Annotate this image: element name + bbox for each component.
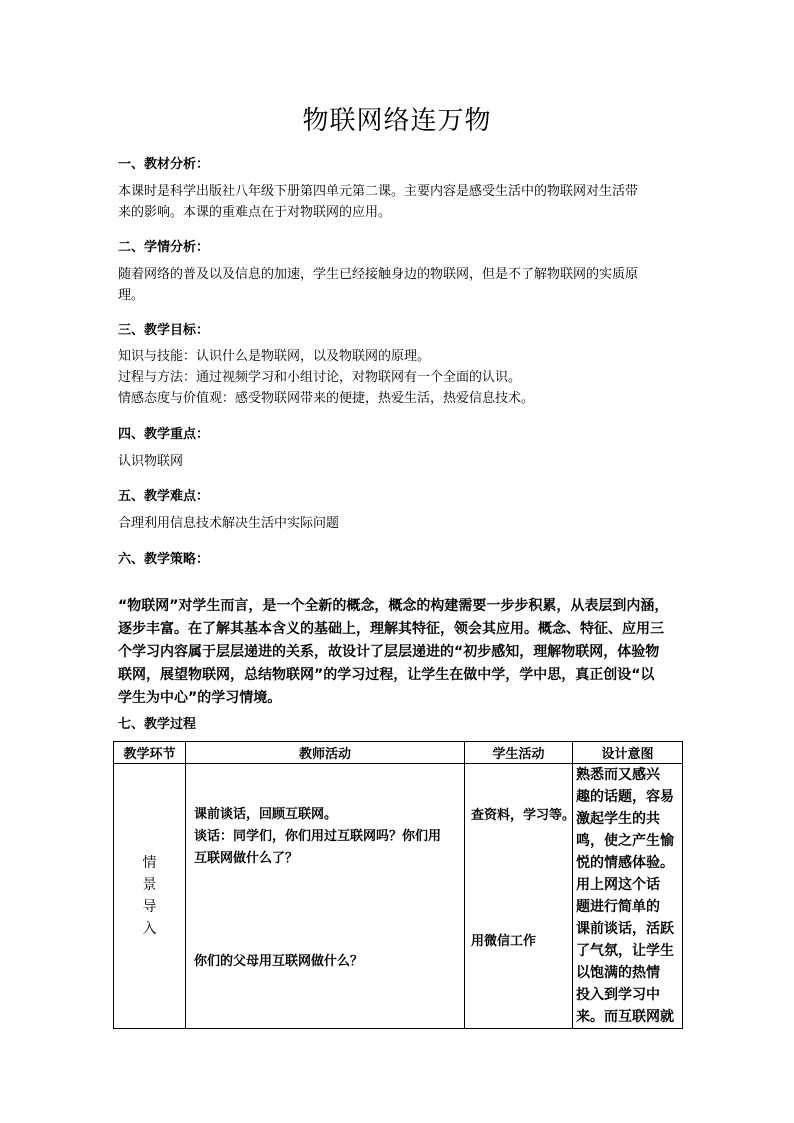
table-row [114,764,683,1029]
text-line: 来。而互联网就 [576,1009,674,1025]
text-line: 知识与技能：认识什么是物联网，以及物联网的原理。 [118,349,431,364]
text-line: 悦的情感体验。 [576,855,674,871]
stage-cell [114,764,186,1029]
teaching-process-table [113,741,683,1029]
text-line: 鸣，使之产生愉 [576,833,674,849]
text-line: 情感态度与价值观：感受物联网带来的便捷，热爱生活，热爱信息技术。 [118,391,535,406]
section-body-key-points [118,451,688,472]
text-line: 熟悉而又感兴 [576,767,660,783]
text-line: 互联网做什么了？ [194,851,299,866]
text-line: 课前谈话，回顾互联网。 [194,807,338,822]
text-line: 趣的话题，容易 [576,789,674,805]
text-line: 了气氛，让学生 [576,943,674,959]
text-line: 认识物联网 [118,454,184,469]
header-stage: 教学环节 [114,742,186,764]
section-heading-learner-analysis: 二、学情分析： [118,240,210,255]
teacher-activity-text [194,804,459,870]
section-body-textbook-analysis [118,181,688,223]
stage-char: 入 [142,921,157,937]
section-body-learner-analysis [118,264,688,306]
text-line: “物联网”对学生而言，是一个全新的概念，概念的构建需要一步步积累，从表层到内涵， [118,598,669,614]
text-line: 投入到学习中 [576,987,660,1003]
text-line: 本课时是科学出版社八年级下册第四单元第二课。主要内容是感受生活中的物联网对生活带 [118,184,639,199]
student-activity-text: 查资料，学习等。 [471,808,576,823]
section-body-objectives [118,346,688,409]
section-heading-strategy: 六、教学策略： [118,552,210,567]
design-intent-cell [573,764,683,1029]
table-header-row [114,742,683,764]
teacher-activity-cell [186,764,465,1029]
text-line: 过程与方法：通过视频学习和小组讨论，对物联网有一个全面的认识。 [118,370,522,385]
stage-char: 情 [142,855,157,871]
stage-char: 导 [142,899,157,915]
text-line: 个学习内容属于层层递进的关系，故设计了层层递进的“初步感知，理解物联网，体验物 [118,644,660,660]
text-line: 逐步丰富。在了解其基本含义的基础上，理解其特征，领会其应用。概念、特征、应用三 [118,621,664,637]
text-line: 来的影响。本课的重难点在于对物联网的应用。 [118,205,392,220]
header-student-activity: 学生活动 [465,742,573,764]
text-line: 题进行简单的 [576,899,660,915]
text-line: 学生为中心”的学习情境。 [118,690,282,706]
text-line: 谈话：同学们，你们用过互联网吗？你们用 [194,829,442,844]
section-heading-process: 七、教学过程 [118,717,197,732]
text-line: 课前谈话，活跃 [576,921,674,937]
section-heading-difficulties: 五、教学难点： [118,489,210,504]
teacher-activity-followup: 你们的父母用互联网做什么？ [194,954,364,969]
text-line: 理。 [118,288,145,303]
stage-char: 景 [142,877,157,893]
student-activity-followup: 用微信工作 [471,934,537,949]
text-line: 用上网这个话 [576,877,660,893]
section-body-difficulties [118,513,688,534]
header-teacher-activity: 教师活动 [186,742,465,764]
text-line: 以饱满的热情 [576,965,660,981]
section-heading-key-points: 四、教学重点： [118,427,210,442]
student-activity-cell [465,764,576,1029]
section-heading-objectives: 三、教学目标： [118,323,210,338]
text-line: 合理利用信息技术解决生活中实际问题 [118,516,340,531]
text-line: 随着网络的普及以及信息的加速，学生已经接触身边的物联网，但是不了解物联网的实质原 [118,267,639,282]
section-body-strategy [118,595,690,710]
page-title: 物联网络连万物 [302,106,492,136]
text-line: 联网，展望物联网，总结物联网”的学习过程，让学生在做中学，学中思，真正创设“以 [118,667,655,683]
text-line: 激起学生的共 [576,811,660,827]
section-heading-textbook-analysis: 一、教材分析： [118,157,210,172]
header-design-intent: 设计意图 [573,742,683,764]
